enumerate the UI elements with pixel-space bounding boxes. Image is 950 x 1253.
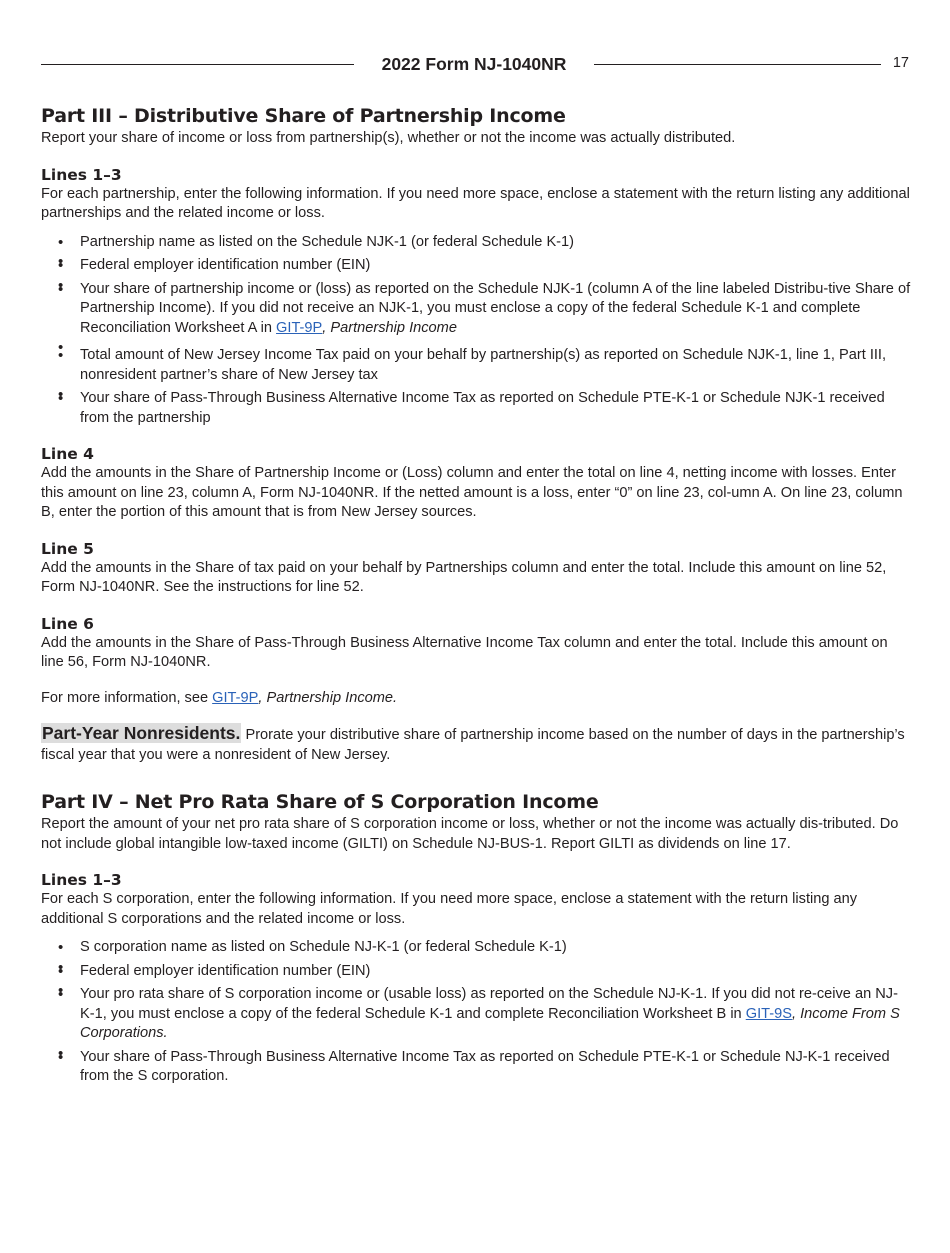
bullet-text-italic: , Partnership Income: [322, 319, 457, 336]
part-iii-intro: Report your share of income or loss from partnership(s), whether or not the income was actually distributed.: [41, 130, 736, 146]
bullet-text-italic: , Income From S Corporations.: [80, 1005, 900, 1041]
part-iii-lines-1-3-text: For each partnership, enter the following information. If you need more space, enclose a statement with the return listing any additional partnerships and the related income or loss.: [41, 185, 910, 221]
part-iv-lines-1-3-heading: Lines 1–3: [41, 871, 122, 889]
part-iv-bullet-list: [41, 938, 911, 1087]
page-number: 17: [892, 55, 909, 71]
bullet-text: Your pro rata share of S corporation income or (usable loss) as reported on the Schedule NJ-K-1. If you did not re-ceive an NJ-K-1, you must enclose a copy of the federal Schedule K-1 and complete Reconciliation Worksheet B in: [80, 986, 898, 1022]
part-iii-line-5-heading: Line 5: [41, 539, 94, 558]
page-content: [41, 103, 911, 1087]
list-item: • Federal employer identification number (EIN): [80, 962, 911, 982]
part-iii-bullet-list: [41, 233, 911, 429]
list-item: • Total amount of New Jersey Income Tax paid on your behalf by partnership(s) as reported on Schedule NJK-1, line 1, Part III, nonresident partner’s share of New Jersey tax: [80, 346, 911, 385]
part-iii-lines-1-3-heading: Lines 1–3: [41, 165, 122, 184]
git-9p-link-2[interactable]: GIT-9P: [212, 689, 259, 706]
page-header: [41, 52, 909, 78]
part-iv-lines-1-3-text: For each S corporation, enter the following information. If you need more space, enclose a statement with the return listing any additional S corporations and the related income or loss.: [41, 891, 858, 927]
list-item: [80, 280, 911, 339]
part-iii-heading: Part III – Distributive Share of Partnership Income: [41, 105, 566, 127]
part-year-label: Part-Year Nonresidents.: [42, 723, 241, 743]
list-item: • S corporation name as listed on Schedule NJ-K-1 (or federal Schedule K-1): [80, 938, 911, 958]
bullet-text: Your share of partnership income or (loss) as reported on the Schedule NJK-1 (column A of the line labeled Distribu-tive Share of Partnership Income). If you did not receive an NJK-1, you must enclose a copy of the federal Schedule K-1 and complete Reconciliation Worksheet A in: [80, 280, 911, 336]
part-iv-heading: Part IV – Net Pro Rata Share of S Corporation Income: [41, 791, 599, 813]
list-item: • Federal employer identification number (EIN): [80, 256, 911, 276]
part-iv-section: [41, 789, 911, 1087]
more-info-prefix: For more information, see: [41, 689, 213, 706]
list-item: • Your share of Pass-Through Business Alternative Income Tax as reported on Schedule PTE-K-1 or Schedule NJK-1 received from the partnership: [80, 389, 911, 428]
part-iii-line-6-text: Add the amounts in the Share of Pass-Through Business Alternative Income Tax column and enter the total. Include this amount on line 56, Form NJ-1040NR.: [41, 634, 888, 670]
part-year-nonresidents: [41, 724, 911, 765]
list-item: • Your share of Pass-Through Business Alternative Income Tax as reported on Schedule PTE-K-1 or Schedule NJ-K-1 received from the S corporation.: [80, 1048, 911, 1087]
more-info-text: [41, 689, 911, 709]
list-item: [80, 985, 911, 1044]
part-iii-line-6-heading: Line 6: [41, 614, 94, 633]
form-title: 2022 Form NJ-1040NR: [381, 54, 567, 74]
part-iii-line-4-heading: Line 4: [41, 445, 94, 463]
more-info-suffix: , Partnership Income.: [258, 689, 398, 706]
part-iii-line-5-text: Add the amounts in the Share of tax paid on your behalf by Partnerships column and enter the total. Include this amount on line 52, Form NJ-1040NR. See the instructions for line 52.: [41, 559, 887, 595]
header-rule-right: [594, 64, 881, 65]
part-year-text: Prorate your distributive share of partnership income based on the number of days in the partnership’s fiscal year that you were a nonresident of New Jersey.: [41, 727, 905, 763]
part-iv-intro: Report the amount of your net pro rata share of S corporation income or loss, whether or not the income was actually dis-tributed. Do not include global intangible low-taxed income (GILTI) on Schedule NJ-BUS-1. Report GILTI as dividends on line 17.: [41, 816, 899, 852]
git-9p-link[interactable]: GIT-9P: [276, 319, 323, 336]
header-rule-left: [41, 64, 354, 65]
part-iii-section: [41, 103, 911, 765]
git-9s-link[interactable]: GIT-9S: [745, 1005, 792, 1022]
list-item: • Partnership name as listed on the Schedule NJK-1 (or federal Schedule K-1): [80, 233, 911, 253]
part-iii-line-4-text: Add the amounts in the Share of Partnership Income or (Loss) column and enter the total on line 4, netting income with losses. Enter this amount on line 23, column A, Form NJ-1040NR. If the netted amount is a loss, enter “0” on line 23, col-umn A. On line 23, column B, enter the portion of this amount that is from New Jersey sources.: [41, 465, 903, 520]
